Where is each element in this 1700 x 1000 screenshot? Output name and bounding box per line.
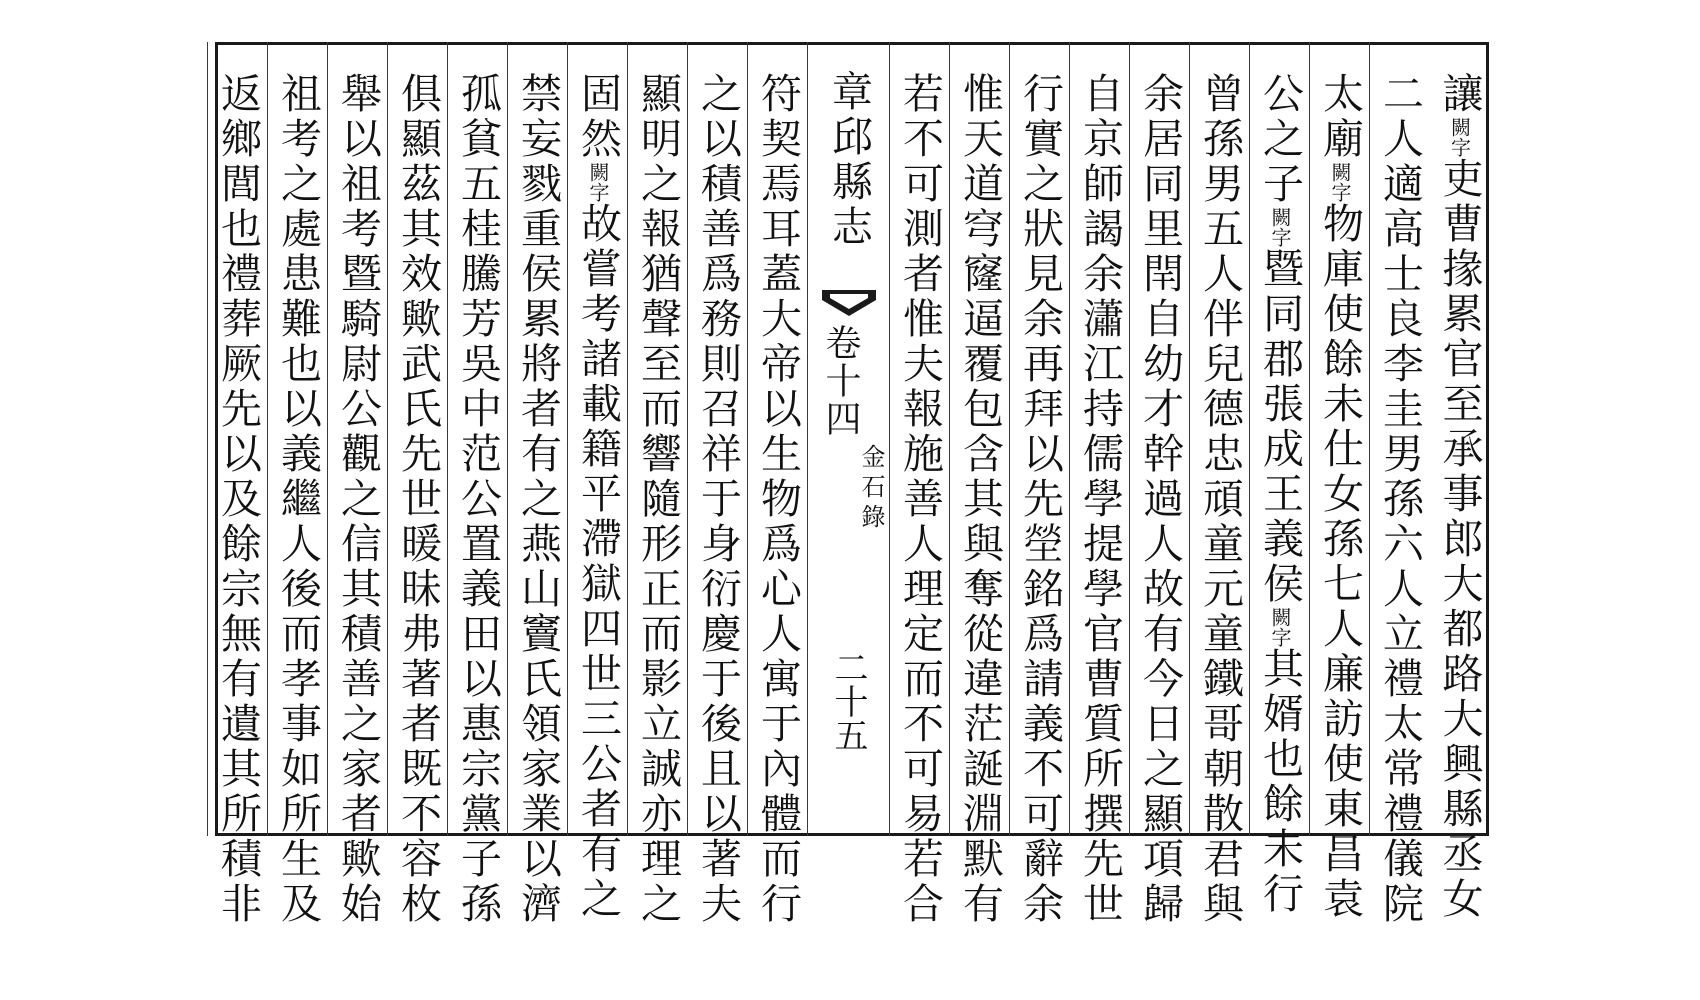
left-page-text-column xyxy=(747,42,807,927)
column-text: 符契焉耳蓋大帝以生物爲心人寓于內體而行 xyxy=(754,72,802,927)
left-page-text-column xyxy=(327,42,387,927)
column-text: 返鄉閭也禮葬厥先以及餘宗無有遺其所積非 xyxy=(214,72,262,927)
right-page-text-column xyxy=(1249,42,1309,917)
lacuna-note: 闕字 xyxy=(1447,117,1472,157)
left-page-text-column xyxy=(447,42,507,927)
left-page-text-column xyxy=(507,42,567,927)
column-text: 讓闕字吏曹掾累官至承事郎大都路大興縣丞女 xyxy=(1435,72,1484,922)
section-title: 金石錄 xyxy=(857,444,885,534)
right-page-text-column xyxy=(1429,42,1489,922)
column-text: 曾孫男五人伴兒德忠頑童元童鐵哥朝散君與 xyxy=(1196,72,1244,927)
fishtail-mark-icon xyxy=(822,290,876,318)
right-page-text-column xyxy=(949,42,1009,927)
left-page-text-column xyxy=(627,42,687,927)
lacuna-note: 闕字 xyxy=(1268,607,1292,647)
right-page-text-column xyxy=(1069,42,1129,927)
column-text: 祖考之處患難也以義繼人後而孝事如所生及 xyxy=(274,72,322,927)
volume-number: 卷十四 xyxy=(820,324,861,438)
column-text: 太廟闕字物庫使餘未仕女孫七人廉訪使東昌袁 xyxy=(1316,72,1364,922)
left-page-text-column xyxy=(687,42,747,927)
center-fold-column xyxy=(807,42,889,836)
column-text: 若不可測者惟夫報施善人理定而不可易若合 xyxy=(896,72,944,927)
right-page-text-column xyxy=(1189,42,1249,927)
left-page-text-column xyxy=(567,42,627,922)
book-title: 章邱縣志 xyxy=(825,70,873,250)
column-text: 禁妄戮重侯累將者有之燕山竇氏領家業以濟 xyxy=(514,72,562,927)
right-page-text-column xyxy=(1009,42,1069,927)
right-page-text-column xyxy=(1129,42,1189,927)
right-page-text-column xyxy=(1309,42,1369,922)
column-text: 固然闕字故嘗考諸載籍平滯獄四世三公者有之 xyxy=(574,72,622,922)
column-text: 二人適高士良李圭男孫六人立禮太常禮儀院 xyxy=(1376,72,1424,927)
column-text: 惟天道穹窿逼覆包含其與奪從違茫誕淵默有 xyxy=(956,72,1004,927)
left-page-text-column xyxy=(267,42,327,927)
left-page-text-column xyxy=(207,42,267,927)
column-text: 顯明之報猶聲至而響隨形正而影立誠亦理之 xyxy=(634,72,682,927)
right-page-text-column xyxy=(889,42,949,927)
column-text: 舉以祖考暨騎尉公觀之信其積善之家者歟始 xyxy=(334,72,382,927)
column-text: 余居同里閈自幼才幹過人故有今日之顯項歸 xyxy=(1136,72,1184,927)
column-text: 俱顯茲其效歟武氏先世暖昧弗著者既不容枚 xyxy=(394,72,442,927)
column-text: 孤貧五桂騰芳吳中范公置義田以惠宗黨子孫 xyxy=(454,72,502,927)
page-number: 二十五 xyxy=(828,650,868,752)
column-text: 之以積善爲務則召祥于身衍慶于後且以著夫 xyxy=(694,72,742,927)
lacuna-note: 闕字 xyxy=(1328,162,1352,202)
column-text: 公之子闕字暨同郡張成王義侯闕字其婿也餘未行 xyxy=(1256,72,1304,917)
lacuna-note: 闕字 xyxy=(586,162,610,202)
left-page-text-column xyxy=(387,42,447,927)
lacuna-note: 闕字 xyxy=(1268,207,1292,247)
column-text: 行實之狀見余再拜以先塋銘爲請義不可辭余 xyxy=(1016,72,1064,927)
right-page-text-column xyxy=(1369,42,1429,927)
column-text: 自京師謁余瀟江持儒學提學官曹質所撰先世 xyxy=(1076,72,1124,927)
